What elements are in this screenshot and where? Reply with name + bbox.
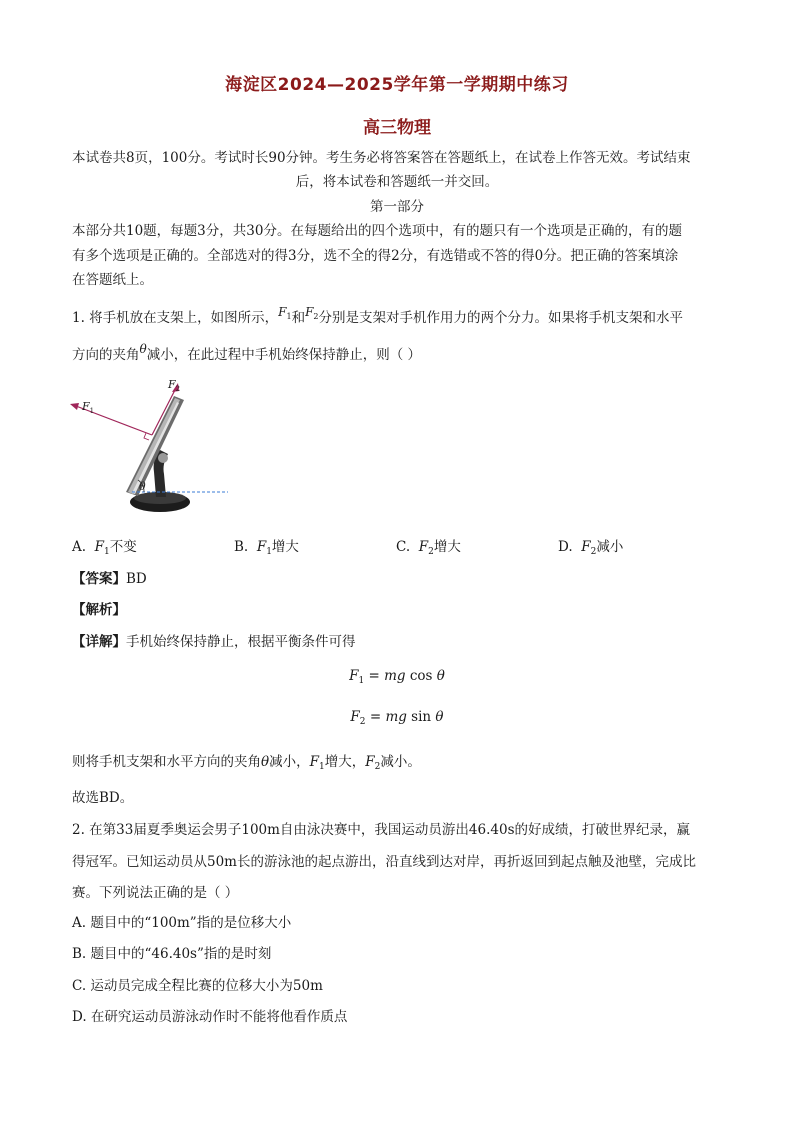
intro-line-1: 本试卷共8页，100分。考试时长90分钟。考生务必将答案答在答题纸上，在试卷上作答无效。考试结束 (72, 150, 691, 166)
q2-option-c[interactable]: C. 运动员完成全程比赛的位移大小为50m (72, 978, 323, 994)
q1-stem-c: 方向的夹角 (72, 347, 140, 363)
rules-line-2: 有多个选项是正确的。全部选对的得3分，选不全的得2分，有选错或不答的得0分。把正确的答案填涂 (72, 248, 679, 264)
formula-f1: $F_1$ = mg cos θ (349, 668, 445, 686)
q1-option-d[interactable]: D. $F_2$减小 (558, 539, 624, 557)
exam-title: 海淀区2024—2025学年第一学期期中练习 (225, 75, 569, 95)
detail-label: 【详解】 (72, 634, 126, 650)
q1-detail (72, 632, 356, 652)
f1-arrow-head (70, 403, 79, 410)
q1-and: 和 (291, 310, 306, 326)
q1-stem-d: 减小，在此过程中手机始终保持静止，则（ ） (146, 347, 422, 363)
q2-option-a[interactable]: A. 题目中的“100m”指的是位移大小 (72, 915, 292, 931)
q1-option-b[interactable]: B. $F_1$增大 (234, 539, 299, 557)
analysis-label: 【解析】 (72, 602, 126, 618)
answer-value: BD (126, 571, 147, 587)
f1-label: $F_1$ (82, 400, 95, 415)
f2-label: $F_2$ (168, 378, 181, 393)
intro-line-2: 后，将本试卷和答题纸一并交回。 (295, 174, 499, 190)
q1-symbol-f2: $F_2$ (305, 305, 319, 321)
q1-stem-line-2 (72, 342, 422, 365)
formula-f2: $F_2$ = mg sin θ (350, 709, 444, 727)
phone-stand-figure (60, 372, 240, 520)
q1-option-c[interactable]: C. $F_2$增大 (396, 539, 461, 557)
angle-theta-label: θ (139, 480, 146, 493)
q2-stem-line-1: 2. 在第33届夏季奥运会男子100m自由泳决赛中，我国运动员游出46.40s的好成绩，打破世界纪录，赢 (72, 822, 690, 838)
answer-label: 【答案】 (72, 571, 126, 587)
stand-knob (158, 453, 168, 463)
q1-stem-a: 1. 将手机放在支架上，如图所示， (72, 310, 279, 326)
detail-text: 手机始终保持静止，根据平衡条件可得 (126, 634, 356, 650)
exam-subtitle: 高三物理 (363, 118, 431, 138)
rules-line-3: 在答题纸上。 (72, 272, 153, 288)
q1-symbol-theta: θ (139, 342, 147, 356)
part-heading: 第一部分 (370, 199, 424, 215)
rules-line-1: 本部分共10题，每题3分，共30分。在每题给出的四个选项中，有的题只有一个选项是正确的，有的题 (72, 223, 682, 239)
q1-stem-line-1 (72, 305, 684, 333)
q2-stem-line-3: 赛。下列说法正确的是（ ） (72, 885, 239, 901)
q2-stem-line-2: 得冠军。已知运动员从50m长的游泳池的起点游出，沿直线到达对岸，再折返回到起点触及池壁，完成比 (72, 854, 696, 870)
q1-choose: 故选BD。 (72, 790, 134, 806)
q1-answer (72, 569, 147, 589)
q1-symbol-f1: $F_1$ (278, 305, 292, 321)
q2-option-b[interactable]: B. 题目中的“46.40s”指的是时刻 (72, 946, 272, 962)
q1-option-a[interactable]: A. $F_1$不变 (72, 539, 137, 557)
q1-conclusion: 则将手机支架和水平方向的夹角θ减小，$F_1$增大，$F_2$减小。 (72, 754, 421, 772)
q1-stem-b: 分别是支架对手机作用力的两个分力。如果将手机支架和水平 (318, 310, 684, 326)
q2-option-d[interactable]: D. 在研究运动员游泳动作时不能将他看作质点 (72, 1009, 348, 1025)
